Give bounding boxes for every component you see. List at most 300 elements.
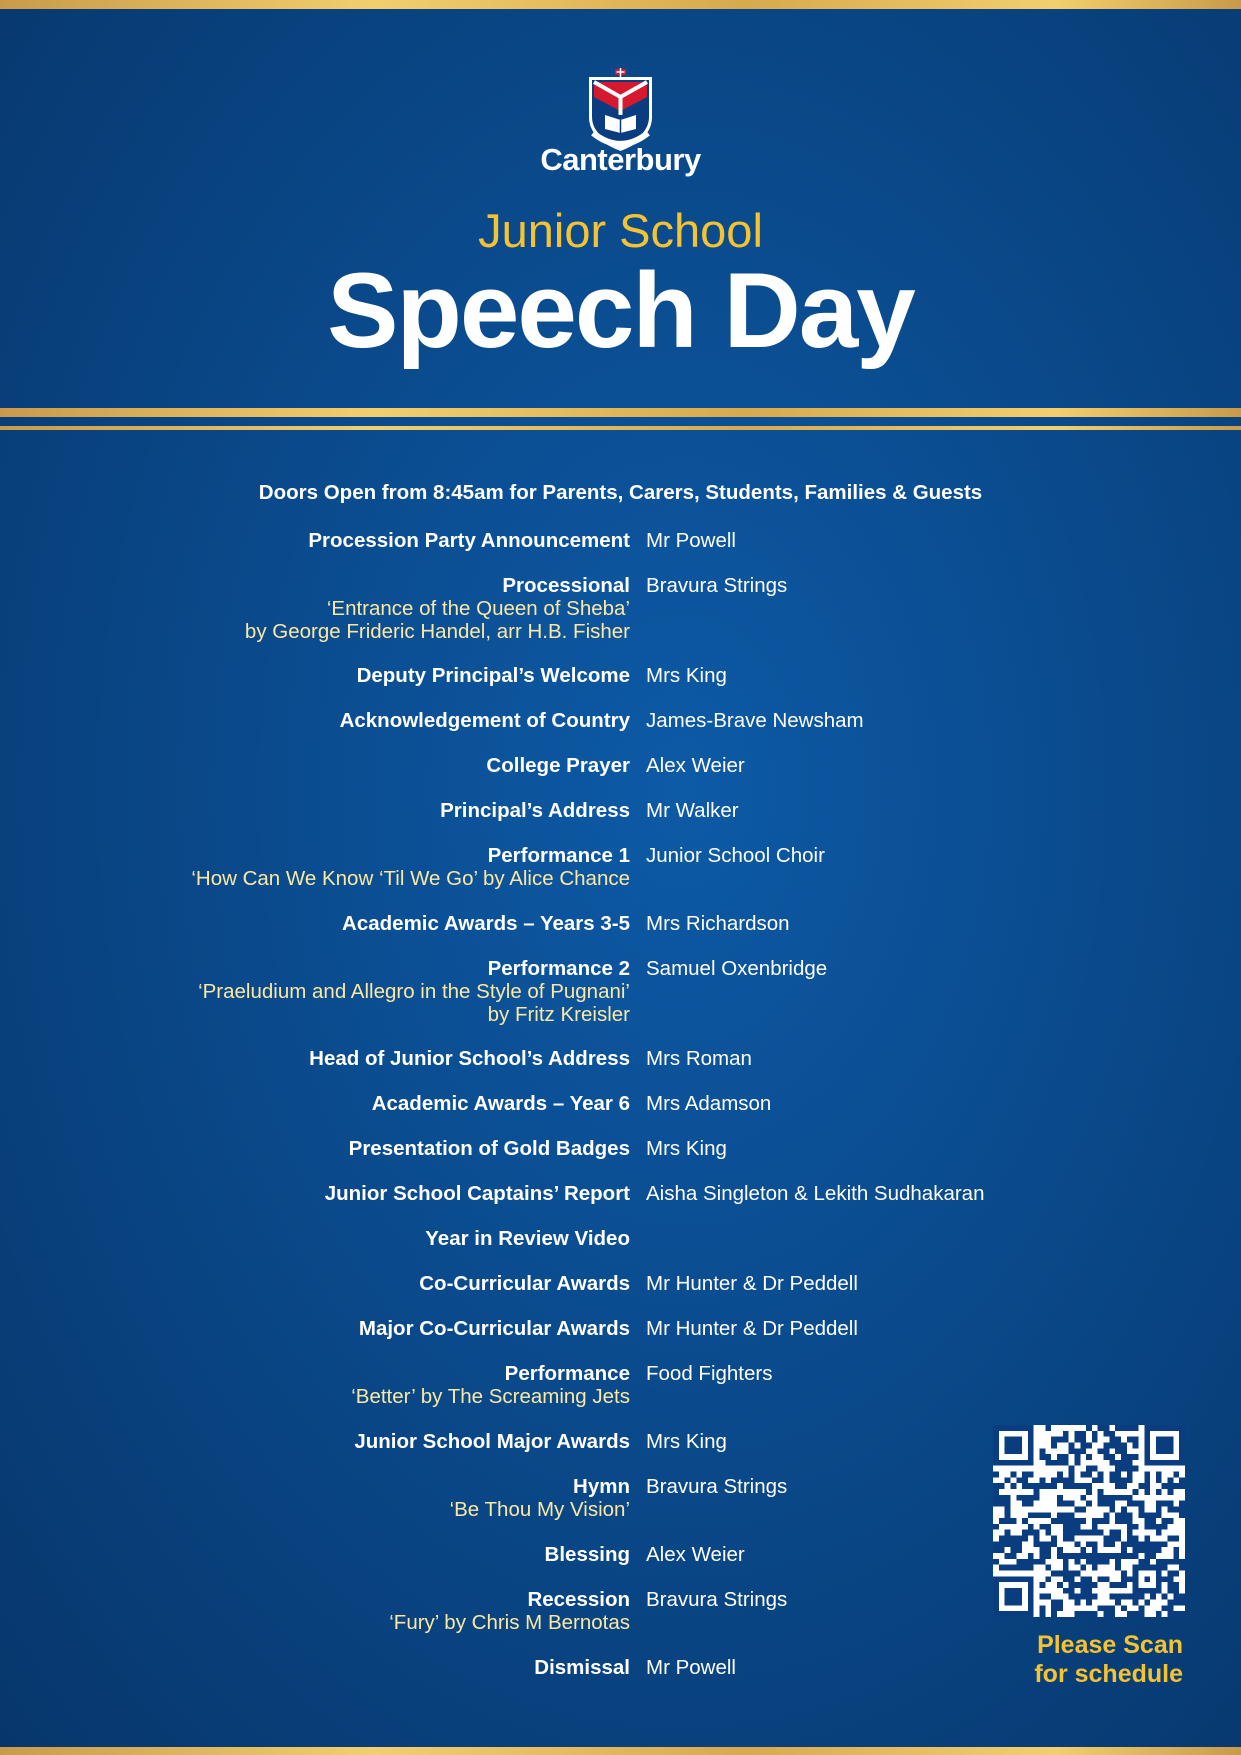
program-item-label: College Prayer [486, 754, 630, 777]
qr-module [1086, 1576, 1092, 1582]
qr-module [1069, 1466, 1075, 1472]
qr-module [999, 1536, 1005, 1542]
program-item-label: Head of Junior School’s Address [309, 1047, 630, 1070]
program-item-detail: ‘Fury’ by Chris M Bernotas [389, 1611, 630, 1634]
qr-module [1144, 1477, 1150, 1483]
program-item-label: Performance 1 [487, 844, 630, 867]
qr-module [1098, 1425, 1104, 1431]
qr-module [1098, 1472, 1104, 1478]
program-item [70, 1430, 630, 1453]
qr-module [1156, 1611, 1162, 1617]
qr-module [1063, 1570, 1069, 1576]
qr-module [1005, 1477, 1011, 1483]
qr-module [1028, 1495, 1034, 1501]
qr-module [1109, 1472, 1115, 1478]
program-item-label: Junior School Captains’ Report [324, 1182, 630, 1205]
qr-module [1028, 1524, 1034, 1530]
program-item [70, 1182, 630, 1205]
qr-module [1057, 1460, 1063, 1466]
program-item [70, 1317, 630, 1340]
qr-module [1133, 1466, 1139, 1472]
qr-module [1051, 1442, 1057, 1448]
program-presenter: Alex Weier [646, 754, 745, 777]
qr-module [1179, 1600, 1185, 1606]
qr-module [1057, 1605, 1063, 1611]
qr-module [1086, 1483, 1092, 1489]
program-presenter: Alex Weier [646, 1543, 745, 1566]
qr-module [1156, 1524, 1162, 1530]
qr-module [1069, 1477, 1075, 1483]
qr-module [1051, 1437, 1057, 1443]
qr-module [1045, 1512, 1051, 1518]
qr-module [1121, 1483, 1127, 1489]
qr-module [1022, 1472, 1028, 1478]
qr-module [1121, 1477, 1127, 1483]
qr-module [1057, 1454, 1063, 1460]
program-item-detail: ‘Praeludium and Allegro in the Style of Pugnani’ [198, 980, 630, 1003]
qr-module [1104, 1448, 1110, 1454]
qr-module [1098, 1448, 1104, 1454]
qr-module [1034, 1512, 1040, 1518]
qr-module [1127, 1460, 1133, 1466]
qr-module [1080, 1431, 1086, 1437]
qr-module [1162, 1594, 1168, 1600]
qr-module [1179, 1501, 1185, 1507]
qr-module [1168, 1605, 1174, 1611]
qr-module [1121, 1495, 1127, 1501]
qr-module [1156, 1489, 1162, 1495]
qr-module [1069, 1588, 1075, 1594]
qr-module [1040, 1448, 1046, 1454]
qr-module [1109, 1501, 1115, 1507]
qr-module [1086, 1530, 1092, 1536]
qr-module [1173, 1594, 1179, 1600]
qr-module [1005, 1512, 1011, 1518]
scan-prompt-line2: for schedule [1034, 1660, 1183, 1688]
program-item [70, 1656, 630, 1679]
qr-module [1086, 1559, 1092, 1565]
qr-module [1138, 1547, 1144, 1553]
qr-module [1080, 1506, 1086, 1512]
qr-module [1016, 1565, 1022, 1571]
qr-module [1045, 1454, 1051, 1460]
qr-module [1115, 1437, 1121, 1443]
qr-module [1127, 1437, 1133, 1443]
qr-module [1138, 1483, 1144, 1489]
qr-module [1028, 1553, 1034, 1559]
qr-module [1098, 1576, 1104, 1582]
qr-module [1150, 1553, 1156, 1559]
qr-module [1016, 1477, 1022, 1483]
qr-module [1074, 1611, 1080, 1617]
qr-module [1028, 1530, 1034, 1536]
qr-module [1156, 1541, 1162, 1547]
qr-module [1133, 1536, 1139, 1542]
qr-module [1086, 1611, 1092, 1617]
qr-module [1127, 1594, 1133, 1600]
program-presenter: Aisha Singleton & Lekith Sudhakaran [646, 1182, 985, 1205]
qr-module [1156, 1472, 1162, 1478]
qr-module [1092, 1431, 1098, 1437]
qr-module [1069, 1576, 1075, 1582]
program-item-label: Co-Curricular Awards [419, 1272, 630, 1295]
qr-module [1144, 1489, 1150, 1495]
qr-module [1168, 1489, 1174, 1495]
qr-module [1173, 1600, 1179, 1606]
qr-module [1162, 1605, 1168, 1611]
qr-module [1074, 1431, 1080, 1437]
qr-module [993, 1483, 999, 1489]
qr-module [1057, 1600, 1063, 1606]
qr-module [1092, 1477, 1098, 1483]
qr-module [1098, 1518, 1104, 1524]
qr-module [1179, 1477, 1185, 1483]
qr-module [1098, 1605, 1104, 1611]
qr-module [1063, 1431, 1069, 1437]
page-title: Speech Day [327, 250, 914, 370]
qr-module [1121, 1594, 1127, 1600]
qr-module [1057, 1553, 1063, 1559]
qr-module [993, 1541, 999, 1547]
qr-module [1133, 1553, 1139, 1559]
program-item [70, 1475, 630, 1521]
program-item [70, 1543, 630, 1566]
qr-module [1109, 1536, 1115, 1542]
qr-module [1168, 1582, 1174, 1588]
qr-module [1104, 1559, 1110, 1565]
qr-module [1121, 1541, 1127, 1547]
qr-module [1144, 1547, 1150, 1553]
qr-module [1144, 1541, 1150, 1547]
qr-module [1138, 1611, 1144, 1617]
qr-module [993, 1489, 999, 1495]
qr-module [1168, 1536, 1174, 1542]
qr-module [1127, 1477, 1133, 1483]
qr-module [1005, 1536, 1011, 1542]
qr-module [1115, 1600, 1121, 1606]
qr-module [1121, 1570, 1127, 1576]
qr-module [1074, 1454, 1080, 1460]
program-item-label: Blessing [544, 1543, 630, 1566]
qr-module [1051, 1483, 1057, 1489]
qr-module [1063, 1501, 1069, 1507]
qr-module [1080, 1448, 1086, 1454]
qr-module [1168, 1506, 1174, 1512]
qr-module [1156, 1530, 1162, 1536]
program-presenter: Bravura Strings [646, 1475, 788, 1498]
qr-module [1069, 1536, 1075, 1542]
qr-module [1138, 1501, 1144, 1507]
qr-module [1092, 1547, 1098, 1553]
qr-module [1168, 1477, 1174, 1483]
program-item-label: Presentation of Gold Badges [348, 1137, 630, 1160]
qr-module [1127, 1512, 1133, 1518]
qr-module [1104, 1454, 1110, 1460]
qr-module [1156, 1547, 1162, 1553]
qr-module [1173, 1588, 1179, 1594]
qr-module [1109, 1454, 1115, 1460]
program-item [70, 1137, 630, 1160]
qr-module [1098, 1495, 1104, 1501]
qr-module [1121, 1425, 1127, 1431]
program-item [70, 957, 630, 1026]
qr-module [1156, 1437, 1173, 1454]
program-item [70, 1588, 630, 1634]
qr-module [1045, 1547, 1051, 1553]
qr-module [1092, 1582, 1098, 1588]
qr-module [1121, 1518, 1127, 1524]
qr-module [1115, 1477, 1121, 1483]
qr-module [1127, 1501, 1133, 1507]
qr-module [1104, 1576, 1110, 1582]
qr-module [1150, 1547, 1156, 1553]
qr-module [1069, 1501, 1075, 1507]
qr-module [1051, 1518, 1057, 1524]
qr-module [1115, 1448, 1121, 1454]
qr-module [1074, 1448, 1080, 1454]
qr-module [1005, 1541, 1011, 1547]
program-item-detail: ‘Entrance of the Queen of Sheba’ [326, 597, 630, 620]
qr-module [1010, 1541, 1016, 1547]
header-divider [0, 408, 1241, 417]
qr-module [999, 1565, 1005, 1571]
program-item-label: Deputy Principal’s Welcome [356, 664, 630, 687]
qr-module [1040, 1524, 1046, 1530]
qr-module [999, 1495, 1005, 1501]
qr-module [1005, 1501, 1011, 1507]
qr-module [1034, 1495, 1040, 1501]
qr-module [1051, 1600, 1057, 1606]
qr-module [1069, 1524, 1075, 1530]
qr-module [1104, 1541, 1110, 1547]
qr-module [1109, 1530, 1115, 1536]
qr-module [1057, 1472, 1063, 1478]
qr-module [1057, 1547, 1063, 1553]
qr-module [1074, 1582, 1080, 1588]
qr-module [1092, 1518, 1098, 1524]
qr-module [1051, 1460, 1057, 1466]
qr-module [1040, 1547, 1046, 1553]
qr-module [1133, 1547, 1139, 1553]
qr-module [999, 1483, 1005, 1489]
qr-module [1022, 1565, 1028, 1571]
qr-module [1162, 1524, 1168, 1530]
doors-open-notice: Doors Open from 8:45am for Parents, Carers, Students, Families & Guests [258, 481, 983, 504]
qr-module [1074, 1559, 1080, 1565]
qr-module [1057, 1518, 1063, 1524]
qr-module [1092, 1466, 1098, 1472]
qr-module [1156, 1559, 1162, 1565]
qr-module [1115, 1530, 1121, 1536]
qr-module [1057, 1570, 1063, 1576]
qr-module [1127, 1466, 1133, 1472]
qr-module [1115, 1472, 1121, 1478]
qr-module [1121, 1576, 1127, 1582]
program-presenter: James-Brave Newsham [646, 709, 864, 732]
qr-module [1028, 1565, 1034, 1571]
qr-module [1069, 1518, 1075, 1524]
qr-module [1080, 1611, 1086, 1617]
program-presenter: Mrs Adamson [646, 1092, 772, 1115]
program-item-label: Academic Awards – Years 3-5 [342, 912, 630, 935]
qr-module [1022, 1501, 1028, 1507]
qr-module [1168, 1570, 1174, 1576]
program-item-label: Performance [504, 1362, 630, 1385]
qr-module [1063, 1518, 1069, 1524]
qr-module [1057, 1437, 1063, 1443]
program-item-label: Principal’s Address [440, 799, 630, 822]
qr-module [1092, 1530, 1098, 1536]
program-item [70, 912, 630, 935]
qr-module [1168, 1588, 1174, 1594]
qr-module [1115, 1553, 1121, 1559]
qr-module [1045, 1524, 1051, 1530]
qr-module [1179, 1565, 1185, 1571]
qr-module [1069, 1442, 1075, 1448]
qr-module [1045, 1460, 1051, 1466]
qr-module [1086, 1489, 1092, 1495]
qr-module [1127, 1541, 1133, 1547]
qr-module [1063, 1553, 1069, 1559]
qr-module [1028, 1472, 1034, 1478]
qr-module [1069, 1483, 1075, 1489]
qr-module [1005, 1437, 1022, 1454]
scan-prompt-line1: Please Scan [1037, 1631, 1183, 1659]
qr-module [1104, 1536, 1110, 1542]
qr-module [1121, 1547, 1127, 1553]
qr-module [1104, 1431, 1110, 1437]
qr-module [1074, 1553, 1080, 1559]
qr-module [1028, 1559, 1034, 1565]
program-presenter: Mr Hunter & Dr Peddell [646, 1272, 858, 1295]
qr-module [1051, 1570, 1057, 1576]
qr-module [1092, 1611, 1098, 1617]
qr-module [1109, 1553, 1115, 1559]
qr-module [1133, 1437, 1139, 1443]
qr-module [1144, 1512, 1150, 1518]
qr-module [1040, 1559, 1046, 1565]
qr-module [1063, 1512, 1069, 1518]
qr-module [1115, 1460, 1121, 1466]
program-presenter: Junior School Choir [646, 844, 825, 867]
qr-module [1127, 1495, 1133, 1501]
qr-module [1010, 1536, 1016, 1542]
qr-module [1168, 1600, 1174, 1606]
qr-module [1173, 1559, 1179, 1565]
program-item-detail: ‘Be Thou My Vision’ [449, 1498, 630, 1521]
qr-module [1150, 1518, 1156, 1524]
qr-module [1069, 1582, 1075, 1588]
qr-module [1138, 1512, 1144, 1518]
school-crest-icon [585, 65, 656, 153]
qr-module [1057, 1582, 1063, 1588]
qr-module [1005, 1518, 1011, 1524]
qr-module [1162, 1501, 1168, 1507]
program-item [70, 799, 630, 822]
qr-module [1173, 1483, 1179, 1489]
qr-module [1051, 1477, 1057, 1483]
qr-module [1115, 1582, 1121, 1588]
qr-module [993, 1495, 999, 1501]
qr-module [1162, 1483, 1168, 1489]
qr-module [1133, 1594, 1139, 1600]
qr-module [1109, 1442, 1115, 1448]
qr-module [1040, 1541, 1046, 1547]
program-item-label: Hymn [573, 1475, 630, 1498]
qr-module [1051, 1611, 1057, 1617]
qr-module [1127, 1530, 1133, 1536]
qr-module [1063, 1460, 1069, 1466]
qr-module [1040, 1582, 1046, 1588]
qr-module [1179, 1559, 1185, 1565]
qr-module [1173, 1472, 1179, 1478]
qr-module [1133, 1442, 1139, 1448]
qr-module [1080, 1576, 1086, 1582]
qr-module [1179, 1483, 1185, 1489]
program-item-detail: ‘Better’ by The Screaming Jets [351, 1385, 630, 1408]
qr-module [1074, 1506, 1080, 1512]
qr-module [1144, 1576, 1150, 1582]
qr-module [1092, 1559, 1098, 1565]
qr-module [1133, 1611, 1139, 1617]
qr-module [1144, 1524, 1150, 1530]
program-item-detail: by Fritz Kreisler [487, 1003, 630, 1026]
qr-code-icon[interactable] [993, 1425, 1185, 1617]
qr-module [1022, 1483, 1028, 1489]
qr-module [1045, 1553, 1051, 1559]
qr-module [1127, 1454, 1133, 1460]
qr-module [1121, 1512, 1127, 1518]
qr-module [1063, 1524, 1069, 1530]
qr-module [1069, 1594, 1075, 1600]
qr-module [1109, 1611, 1115, 1617]
qr-module [1150, 1524, 1156, 1530]
qr-module [1045, 1565, 1051, 1571]
qr-module [1005, 1530, 1011, 1536]
program-item-label: Procession Party Announcement [308, 529, 630, 552]
qr-module [1005, 1565, 1011, 1571]
qr-module [1104, 1611, 1110, 1617]
qr-module [1115, 1512, 1121, 1518]
qr-module [999, 1501, 1005, 1507]
program-item-detail: by George Frideric Handel, arr H.B. Fisher [244, 620, 630, 643]
qr-module [1115, 1536, 1121, 1542]
qr-module [1069, 1570, 1075, 1576]
qr-module [1092, 1594, 1098, 1600]
qr-module [1173, 1506, 1179, 1512]
qr-module [1109, 1582, 1115, 1588]
program-item-detail: ‘How Can We Know ‘Til We Go’ by Alice Chance [191, 867, 630, 890]
qr-module [1016, 1547, 1022, 1553]
qr-module [1121, 1582, 1127, 1588]
qr-module [1121, 1466, 1127, 1472]
qr-module [1115, 1594, 1121, 1600]
bottom-gold-border [0, 1747, 1241, 1755]
program-presenter: Mr Powell [646, 1656, 736, 1679]
qr-module [1121, 1506, 1127, 1512]
qr-module [1162, 1576, 1168, 1582]
qr-module [1005, 1495, 1011, 1501]
program-item-label: Recession [527, 1588, 630, 1611]
qr-module [993, 1559, 999, 1565]
qr-module [1156, 1506, 1162, 1512]
qr-module [1115, 1425, 1121, 1431]
qr-module [1040, 1512, 1046, 1518]
qr-module [1074, 1530, 1080, 1536]
qr-module [999, 1518, 1005, 1524]
qr-module [1022, 1495, 1028, 1501]
qr-module [1133, 1524, 1139, 1530]
